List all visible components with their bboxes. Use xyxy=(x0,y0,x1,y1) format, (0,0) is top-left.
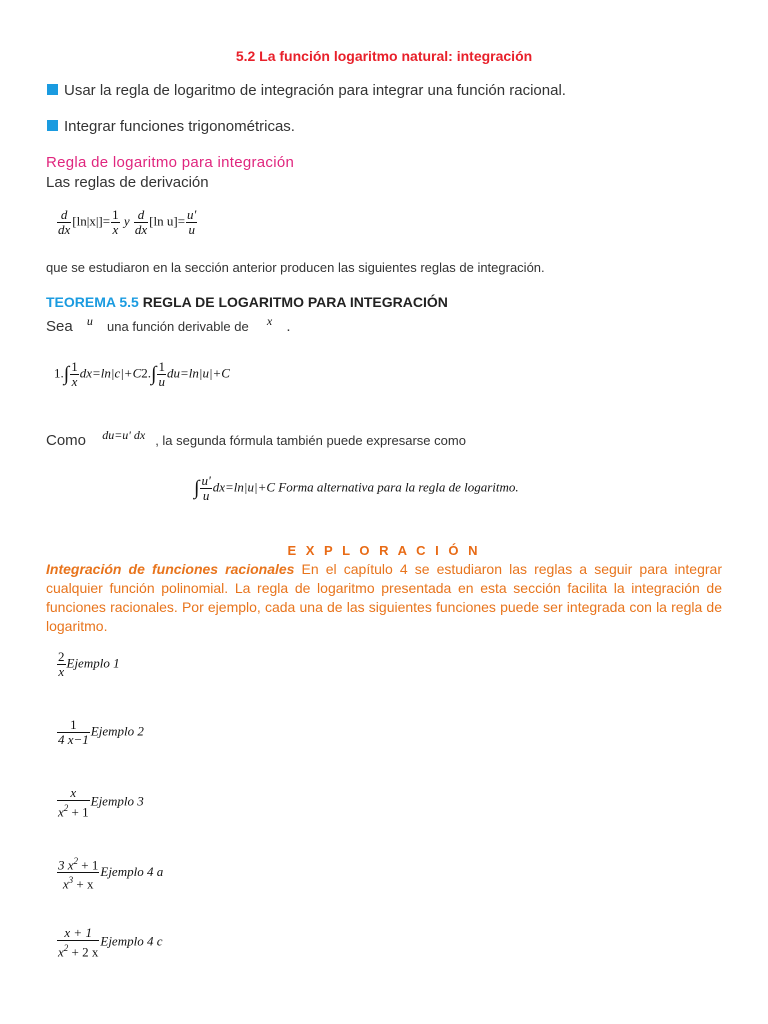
fraction: $\frac{1}{x}$ xyxy=(71,359,78,389)
example-2: $\frac{1}{4 x-1}$ Ejemplo 2 xyxy=(58,717,144,747)
example-1: $\frac{2}{x}$ Ejemplo 1 xyxy=(58,649,120,679)
exploration-paragraph xyxy=(46,560,722,636)
objective-text: Usar la regla de logaritmo de integración para integrar una función racional. xyxy=(64,82,566,99)
page-title: 5.2 La función logaritmo natural: integración xyxy=(235,48,533,64)
variable-x: x xyxy=(266,314,273,328)
example-label: Ejemplo 1 xyxy=(66,655,120,671)
como-line: Como $^{du=u' dx}$ , la segunda fórmula también puede expresarse como xyxy=(46,428,466,449)
fraction: $\frac{d}{dx}$ xyxy=(58,207,71,237)
example-label: Ejemplo 2 xyxy=(90,723,144,739)
example-3: $\frac{x}{x^2 + 1}$ Ejemplo 3 xyxy=(58,785,144,820)
exploration-lead: Integración de funciones racionales xyxy=(46,561,295,577)
exploration-heading: E X P L O R A C I Ó N xyxy=(287,543,481,558)
exploration-text: En el capítulo 4 se estudiaron las reglas a seguir para integrar cualquier función polinomial. La regla de logaritmo presentada en esta sección facilita la integración de funciones racionales. Por ejemplo, cada una de las siguientes funciones puede ser integrada con la regla de logaritmo. xyxy=(46,561,722,634)
fraction: $\frac{u'}{u}$ xyxy=(187,207,197,237)
derivation-rules-formula: $\frac{d}{dx}$ [ln|x|]= $\frac{1}{x}$ y $\frac{d}{dx}$ [ln u]= $\frac{u'}{u}$ xyxy=(58,207,197,237)
square-bullet-icon xyxy=(47,120,58,131)
objective-item xyxy=(47,82,566,99)
after-rules-text: que se estudiaron en la sección anterior producen las siguientes reglas de integración. xyxy=(46,260,545,275)
variable-u: u xyxy=(86,314,93,328)
section-heading: Regla de logaritmo para integración xyxy=(46,154,295,171)
fraction: $\frac{1}{x}$ xyxy=(112,207,119,237)
example-4c: $\frac{x + 1}{x^2 + 2 x}$ Ejemplo 4 c xyxy=(58,925,163,960)
theorem-name: REGLA DE LOGARITMO PARA INTEGRACIÓN xyxy=(142,294,448,310)
example-label: Ejemplo 4 a xyxy=(100,863,164,879)
theorem-formulas: 1.∫ $\frac{1}{x}$ dx=ln|c|+C2.∫ $\frac{1}{u}$ du=ln|u|+C xyxy=(54,359,230,389)
fraction: $\frac{u'}{u}$ xyxy=(201,473,211,503)
objective-item xyxy=(47,118,295,135)
du-formula: du=u' dx xyxy=(102,428,146,442)
fraction: $\frac{1}{u}$ xyxy=(158,359,165,389)
example-4a: $\frac{3 x^2 + 1}{x^3 + x}$ Ejemplo 4 a xyxy=(58,856,164,892)
fraction: $\frac{d}{dx}$ xyxy=(134,207,148,237)
theorem-heading xyxy=(46,294,448,310)
example-label: Ejemplo 4 c xyxy=(100,933,163,949)
theorem-label: TEOREMA 5.5 xyxy=(46,294,139,310)
theorem-sea-line: Sea $^u$ una función derivable de $^x$ . xyxy=(46,314,291,335)
objective-text: Integrar funciones trigonométricas. xyxy=(64,118,295,135)
example-label: Ejemplo 3 xyxy=(90,793,144,809)
alternative-formula: ∫ $\frac{u'}{u}$ dx=ln|u|+C Forma alternativa para la regla de logaritmo. xyxy=(194,473,519,503)
section-intro: Las reglas de derivación xyxy=(46,174,209,191)
square-bullet-icon xyxy=(47,84,58,95)
